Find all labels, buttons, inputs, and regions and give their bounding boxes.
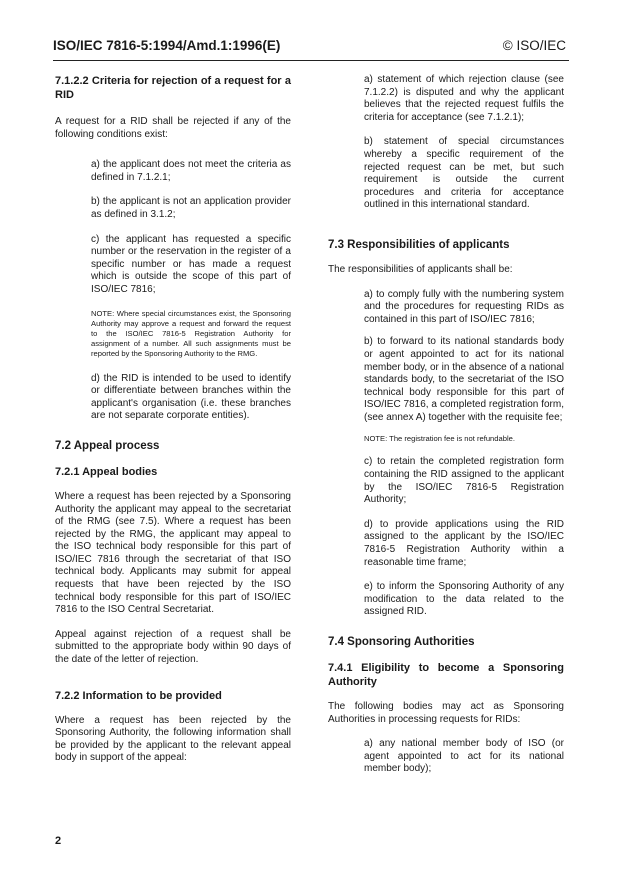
appeal-info-a: a) statement of which rejection clause (see 7.1.2.2) is disputed and why the applicant believes that the rejected request fulfils the criteria for acceptance (see 7.1.2.1); bbox=[364, 74, 564, 123]
responsibility-b: b) to forward to its national standards body or agent appointed to act for its national member body, or in the absence of a national standards body, to the secretariat of the ISO technical body responsible for this part of ISO/IEC 7816, a completed registration form, (see annex A) together with the requisite fee; bbox=[364, 336, 564, 423]
appeal-info-b: b) statement of special circumstances whereby a specific requirement of the rejected request can be met, but such requirement is outside the current procedures and criteria for acceptance outlined in this international standard. bbox=[364, 136, 564, 211]
section-7-4-heading: 7.4 Sponsoring Authorities bbox=[328, 636, 475, 648]
page-number: 2 bbox=[55, 835, 62, 847]
section-7-2-2-heading: 7.2.2 Information to be provided bbox=[55, 689, 222, 702]
rejection-note: NOTE: Where special circumstances exist, the Sponsoring Authority may approve a request and forward the request to the ISO/IEC 7816-5 Registration Authority for assignment of a number. All such assignments must be reported by the Sponsoring Authority to the RMG. bbox=[91, 308, 291, 358]
left-column bbox=[55, 74, 291, 765]
rejection-condition-c: c) the applicant has requested a specific number or the reservation in the register of a specific number or has made a request which is outside the scope of this part of ISO/IEC 7816; bbox=[91, 233, 291, 295]
copyright-notice: © ISO/IEC bbox=[502, 38, 566, 53]
rejection-condition-b: b) the applicant is not an application provider as defined in 3.1.2; bbox=[91, 196, 291, 220]
responsibility-a: a) to comply fully with the numbering system and the procedures for requesting RIDs as contained in this part of ISO/IEC 7816; bbox=[364, 288, 564, 325]
section-7-4-1-heading: 7.4.1 Eligibility to become a Sponsoring Authority bbox=[328, 662, 564, 688]
section-7-2-heading: 7.2 Appeal process bbox=[55, 439, 160, 452]
appeal-bodies-paragraph: Where a request has been rejected by a Sponsoring Authority the applicant may appeal to the secretariat of the RMG (see 7.5). Where a request has been rejected by the RMG, the applicant may appeal to the ISO technical body responsible for this part of ISO/IEC 7816 through the secretariat of that ISO technical body. Applicants may submit for appeal requests that have been rejected by the ISO technical body responsible for this part of ISO/IEC 7816 to the ISO Central Secretariat. bbox=[55, 490, 291, 616]
standard-reference: ISO/IEC 7816-5:1994/Amd.1:1996(E) bbox=[53, 38, 281, 53]
rejection-condition-a: a) the applicant does not meet the criteria as defined in 7.1.2.1; bbox=[91, 159, 291, 183]
section-7-1-2-2-heading: 7.1.2.2 Criteria for rejection of a request for a RID bbox=[55, 75, 291, 101]
eligibility-a: a) any national member body of ISO (or agent appointed to act for its national member body); bbox=[364, 738, 564, 775]
section-7-3-heading: 7.3 Responsibilities of applicants bbox=[328, 238, 510, 251]
eligibility-intro: The following bodies may act as Sponsoring Authorities in processing requests for RIDs: bbox=[328, 701, 564, 725]
responsibility-c: c) to retain the completed registration form containing the RID assigned to the applicant by the ISO/IEC 7816-5 Registration Authority; bbox=[364, 456, 564, 506]
section-7-1-2-2-intro: A request for a RID shall be rejected if any of the following conditions exist: bbox=[55, 116, 291, 140]
registration-fee-note: NOTE: The registration fee is not refundable. bbox=[364, 434, 515, 444]
right-column bbox=[328, 74, 564, 776]
responsibility-d: d) to provide applications using the RID assigned to the applicant by the ISO/IEC 7816-5 Registration Authority within a reasonable time frame; bbox=[364, 518, 564, 568]
section-7-2-1-heading: 7.2.1 Appeal bodies bbox=[55, 465, 158, 478]
information-paragraph: Where a request has been rejected by the Sponsoring Authority, the following information shall be provided by the applicant to the relevant appeal body in support of the appeal: bbox=[55, 714, 291, 764]
responsibilities-intro: The responsibilities of applicants shall be: bbox=[328, 263, 513, 275]
rejection-condition-d: d) the RID is intended to be used to identify or differentiate between branches within the applicant's organisation (i.e. these branches are not separate corporate entities). bbox=[91, 372, 291, 422]
header-rule bbox=[53, 60, 569, 61]
responsibility-e: e) to inform the Sponsoring Authority of any modification to the data related to the assigned RID. bbox=[364, 581, 564, 618]
appeal-deadline-paragraph: Appeal against rejection of a request shall be submitted to the appropriate body within 90 days of the date of the letter of rejection. bbox=[55, 628, 291, 666]
